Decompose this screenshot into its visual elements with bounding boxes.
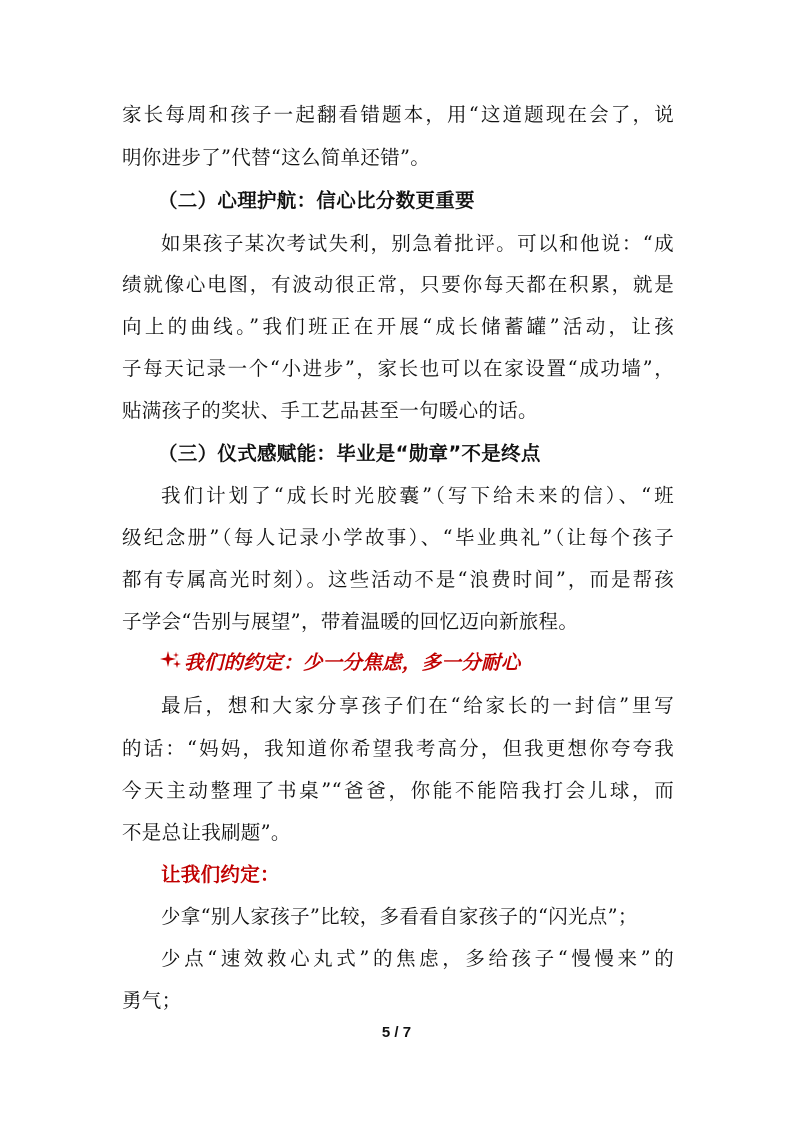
agreement-item: 少点“速效救心丸式”的焦虑，多给孩子“慢慢来”的 — [161, 947, 674, 970]
paragraph-line: 不是总让我刷题”。 — [122, 821, 291, 844]
paragraph-line: 家长每周和孩子一起翻看错题本，用“这道题现在会了，说 — [122, 103, 674, 126]
paragraph-line: 向上的曲线。”我们班正在开展“成长储蓄罐”活动，让孩 — [122, 315, 674, 338]
paragraph-line: 都有专属高光时刻）。这些活动不是“浪费时间”，而是帮孩 — [122, 568, 674, 591]
section-heading-2: （二）心理护航：信心比分数更重要 — [158, 189, 475, 212]
paragraph-line: 绩就像心电图，有波动很正常，只要你每天都在积累，就是 — [122, 273, 674, 296]
paragraph-line: 贴满孩子的奖状、手工艺品甚至一句暖心的话。 — [122, 399, 538, 422]
paragraph-line: 明你进步了”代替“这么简单还错”。 — [122, 146, 431, 169]
paragraph-line: 我们计划了“成长时光胶囊”（写下给未来的信）、“班 — [161, 484, 674, 507]
paragraph-line: 如果孩子某次考试失利，别急着批评。可以和他说：“成 — [161, 232, 674, 255]
paragraph-line: 的话：“妈妈，我知道你希望我考高分，但我更想你夸夸我 — [122, 737, 674, 760]
promise-heading — [160, 650, 674, 675]
sparkle-icon — [160, 650, 182, 672]
paragraph-line: 最后，想和大家分享孩子们在“给家长的一封信”里写 — [161, 694, 674, 717]
paragraph-line: 子每天记录一个“小进步”，家长也可以在家设置“成功墙”， — [122, 357, 674, 380]
section-heading-3: （三）仪式感赋能：毕业是“勋章”不是终点 — [158, 442, 541, 465]
paragraph-line: 今天主动整理了书桌”“爸爸，你能不能陪我打会儿球，而 — [122, 779, 674, 802]
agreement-item: 勇气； — [122, 989, 182, 1012]
agreement-heading: 让我们约定： — [161, 863, 280, 886]
paragraph-line: 子学会“告别与展望”，带着温暖的回忆迈向新旅程。 — [122, 610, 579, 633]
promise-heading-text: 我们的约定：少一分焦虑，多一分耐心 — [184, 651, 521, 674]
paragraph-line: 级纪念册”（每人记录小学故事）、“毕业典礼”（让每个孩子 — [122, 526, 674, 549]
page-number: 5 / 7 — [381, 1024, 412, 1041]
agreement-item: 少拿“别人家孩子”比较，多看看自家孩子的“闪光点”； — [161, 905, 638, 928]
